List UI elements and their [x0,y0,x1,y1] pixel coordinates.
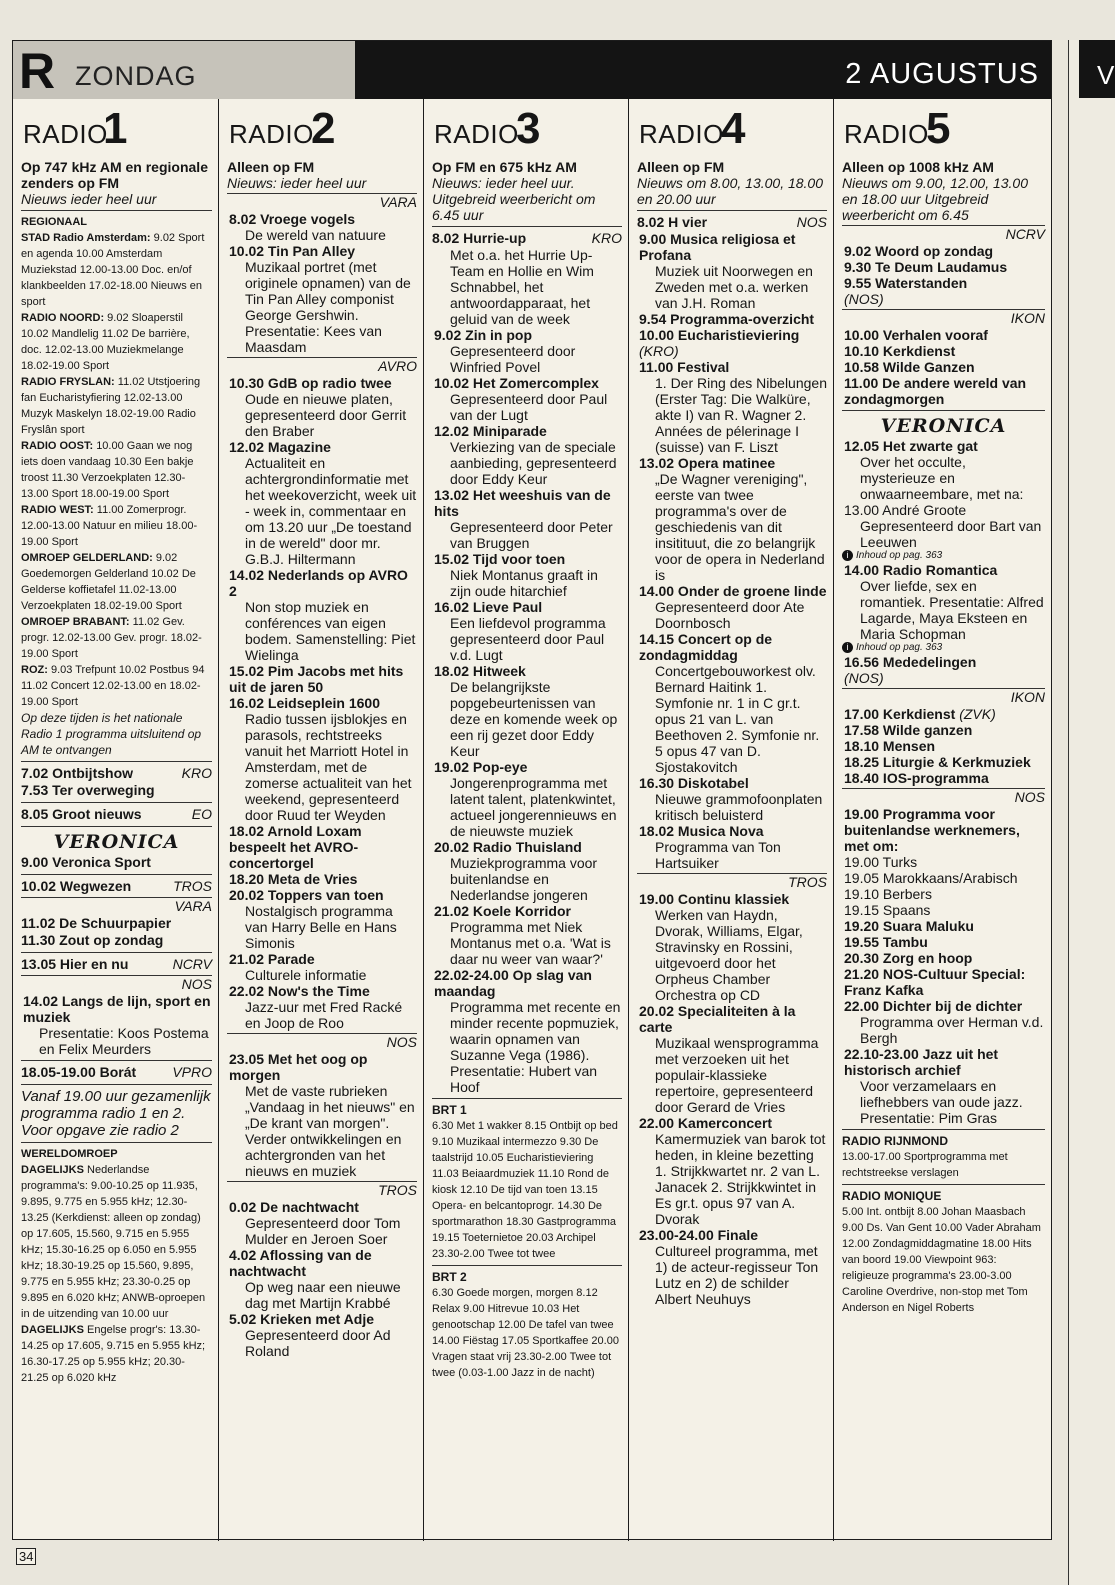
radio-1-heading: RADIO 1 [23,104,128,153]
program-item: 10.02 Tin Pan Alley [229,243,356,259]
program-description: Programma over Herman v.d. Bergh [860,1014,1044,1046]
program-item: 17.58 Wilde ganzen [844,722,973,738]
program-item: 4.02 Aflossing van de nachtwacht [229,1247,372,1279]
program-item: 19.10 Berbers [844,886,932,902]
broadcaster-label: NCRV [842,225,1045,243]
program-description: Muziekprogramma voor buitenlandse en Nederlandse jongeren [450,855,598,903]
program-description: Programma met recente en minder recente popmuziek, waarin opnamen van Suzanne Vega (1986). Presentatie: Hubert van Hoof [450,999,621,1095]
radio-3-column [423,99,628,1541]
program-item: 7.02 Ontbijtshow KRO [21,765,212,781]
divider [21,1084,212,1085]
station-columns [13,99,1051,1541]
program-item: 10.00 Eucharistieviering (KRO) [639,327,800,359]
program-item: 10.58 Wilde Ganzen [844,359,975,375]
program-description: Over het occulte, mysterieuze en onwaarneembare, met na: [860,454,1024,502]
program-item: 13.00 André Groote [844,502,967,518]
program-item: 19.55 Tambu [844,934,928,950]
regional-roz: ROZ: 9.03 Trefpunt 10.02 Postbus 94 11.02 Concert 12.02-13.00 en 18.02-19.00 Sport [21,664,205,708]
program-item: 10.02 Wegwezen TROS [21,878,212,894]
radio-number: 3 [516,104,541,153]
program-item: 21.02 Koele Korridor [434,903,571,919]
program-item: 18.02 Hitweek [434,663,526,679]
program-item: 0.02 De nachtwacht [229,1199,359,1215]
program-item: 5.02 Krieken met Adje [229,1311,374,1327]
program-item: 9.02 Zin in pop [434,327,533,343]
header-date-panel [355,41,1051,99]
broadcaster-label: NOS [21,975,212,993]
section-letter: R [19,43,56,99]
divider [21,874,212,875]
program-item: 8.05 Groot nieuws EO [21,806,212,822]
radio-2-column [218,99,423,1541]
rijnmond-listing: 13.00-17.00 Sportprogramma met rechtstreekse verslagen [842,1151,1008,1179]
program-item: 13.05 Hier en nu NCRV [21,956,212,972]
program-item: 19.02 Pop-eye [434,759,528,775]
regional-heading: REGIONAAL [21,216,87,228]
program-description: Concertgebouworkest olv. Bernard Haitink 1. Symfonie nr. 1 in C gr.t. opus 21 van L. van Beethoven 2. Symfonie nr. 5 opus 47 van D. Sjostakovitch [655,663,820,775]
program-description: Culturele informatie [245,967,367,983]
broadcaster-label: IKON [842,688,1045,706]
program-item: 11.00 De andere wereld van zondagmorgen [844,375,1027,407]
divider [432,226,622,227]
program-item: 13.02 Het weeshuis van de hits [434,487,611,519]
radio-number: 1 [103,104,128,153]
radio-3-intro: Op FM en 675 kHz AM Nieuws: ieder heel uur. Uitgebreid weerbericht om 6.45 uur [432,159,596,223]
regional-note: Op deze tijden is het nationale Radio 1 programma uitsluitend op AM te ontvangen [21,711,202,757]
divider [842,410,1045,411]
monique-listing: 5.00 Int. ontbijt 8.00 Johan Maasbach 9.00 Ds. Van Gent 10.00 Vader Abraham 12.00 Zondagmiddagmatine 18.00 Hits van boord 19.00 Viewpoint 963: religieuze programma's 23.00-3.00 Caroline Overdrive, non-stop met Tom Anderson en Nigel Roberts [842,1206,1041,1314]
radio-5-intro: Alleen op 1008 kHz AM Nieuws om 9.00, 12.00, 13.00 en 18.00 uur Uitgebreid weerbericht om 6.45 [842,159,1029,223]
program-item: 10.02 Het Zomercomplex [434,375,599,391]
radio-5-heading: RADIO 5 [844,104,951,153]
program-item: 20.02 Toppers van toen [229,887,384,903]
rijnmond-heading: RADIO RIJNMOND [842,1134,949,1148]
program-description: Met de vaste rubrieken „Vandaag in het nieuws" en „De krant van morgen". Verder ontwikkelingen en achtergronden van het nieuws en muziek [245,1083,415,1179]
program-description: Jongerenprogramma met latent talent, platenkwintet, actueel jongerennieuws en de nieuwste muziek [450,775,617,839]
shared-program-note: Vanaf 19.00 uur gezamenlijk programma radio 1 en 2. Voor opgave zie radio 2 [21,1088,211,1139]
radio-5-column [833,99,1051,1541]
listings-page [12,40,1052,1540]
program-description: Jazz-uur met Fred Racké en Joop de Roo [245,999,403,1031]
next-page-letter: V [1097,60,1115,90]
regional-stad: STAD Radio Amsterdam: 9.02 Sport en agenda 10.00 Amsterdam Muziekstad 12.00-13.00 Doc. en/of klankbeelden 17.02-18.00 Nieuws en sport [21,232,205,308]
program-description: Actualiteit en achtergrondinformatie met het weekoverzicht, week uit - week in, commentaar en om 13.20 uur „De toestand in de wereld" door mr. G.B.J. Hiltermann [245,455,417,567]
program-item: 14.02 Langs de lijn, sport en muziek [23,993,211,1025]
program-description: Muziek uit Noorwegen en Zweden met o.a. werken van J.H. Roman [655,263,813,311]
broadcaster-label: NOS [227,1033,417,1051]
program-item: 8.02 Hurrie-up KRO [432,230,622,246]
divider [21,802,212,803]
radio-2-heading: RADIO 2 [229,104,336,153]
program-item: 9.00 Musica religiosa et Profana [639,231,796,263]
brt2-heading: BRT 2 [432,1270,467,1284]
page-header [13,41,1051,99]
program-item: 9.55 Waterstanden (NOS) [844,275,968,307]
program-item: 18.40 IOS-programma [844,770,989,786]
program-item: 22.00 Dichter bij de dichter [844,998,1023,1014]
program-item: 19.00 Turks [844,854,918,870]
regional-noord: RADIO NOORD: 9.02 Sloaperstil 10.02 Mandlelig 11.02 De barrière, doc. 12.02-13.00 Muziekmelange 18.02-19.00 Sport [21,312,190,372]
program-description: Een liefdevol programma gepresenteerd door Paul v.d. Lugt [450,615,606,663]
radio-1-intro: Op 747 kHz AM en regionale zenders op FM Nieuws ieder heel uur [21,159,208,207]
program-description: Presentatie: Koos Postema en Felix Meurders [39,1025,209,1057]
broadcaster-label: VARA [227,193,417,211]
broadcaster-label: TROS [637,873,827,891]
radio-1-column [13,99,218,1541]
regional-west: RADIO WEST: 11.00 Zomerprogr. 12.00-13.00 Natuur en milieu 18.00-19.00 Sport [21,504,198,548]
program-item: 19.20 Suara Maluku [844,918,974,934]
program-item: 12.05 Het zwarte gat [844,438,978,454]
program-description: Verkiezing van de speciale aanbieding, gepresenteerd door Eddy Keur [450,439,617,487]
program-item: 12.02 Miniparade [434,423,547,439]
program-description: De belangrijkste popgebeurtenissen van deze en komende week op een rij gezet door Eddy Keur [450,679,618,759]
brt1-heading: BRT 1 [432,1103,467,1117]
program-item: 23.05 Met het oog op morgen [229,1051,368,1083]
wereldomroep-english: DAGELIJKS Engelse progr's: 13.30-14.25 op 17.605, 9.715 en 5.955 kHz; 16.30-17.25 op 5.955 kHz; 20.30-21.25 op 6.020 kHz [21,1324,206,1384]
broadcaster-label: AVRO [227,357,417,375]
program-description: Muzikaal wensprogramma met verzoeken uit het populair-klassieke repertoire, gepresenteerd door Gerard de Vries [655,1035,819,1115]
program-item: 18.05-19.00 Borát VPRO [21,1064,212,1080]
program-item: 19.05 Marokkaans/Arabisch [844,870,1018,886]
divider [432,1098,622,1099]
divider [21,761,212,762]
program-item: 19.00 Continu klassiek [639,891,790,907]
program-item: 16.02 Lieve Paul [434,599,543,615]
program-item: 14.00 Onder de groene linde [639,583,827,599]
page-reference: i Inhoud op pag. 363 [842,550,1045,562]
program-description: Gepresenteerd door Ate Doornbosch [655,599,805,631]
program-item: 19.15 Spaans [844,902,931,918]
veronica-logo: VERONICA [53,831,180,853]
program-description: Met o.a. het Hurrie Up-Team en Hollie en Wim Schnabbel, het antwoordapparaat, het geluid van de week [450,247,594,327]
program-item: 14.15 Concert op de zondagmiddag [639,631,773,663]
program-description: Kamermuziek van barok tot heden, in kleine bezetting 1. Strijkkwartet nr. 2 van L. Janacek 2. Strijkkwintet in Es gr.t. opus 97 van A. Dvorak [655,1131,826,1227]
radio-3-heading: RADIO 3 [434,104,541,153]
program-item: 16.56 Mededelingen (NOS) [844,654,977,686]
divider [21,952,212,953]
program-description: Nostalgisch programma van Harry Belle en Hans Simonis [245,903,397,951]
divider [21,1142,212,1143]
program-item: 17.00 Kerkdienst (ZVK) [844,706,996,722]
divider [21,210,212,211]
program-item: 11.00 Festival [639,359,730,375]
program-item: 20.30 Zorg en hoop [844,950,973,966]
divider [21,1060,212,1061]
broadcaster-label: NOS [842,788,1045,806]
program-description: Over liefde, sex en romantiek. Presentatie: Alfred Lagarde, Maya Eksteen en Maria Schopman [860,578,1044,642]
broadcaster-label: TROS [227,1181,417,1199]
program-item: 22.02-24.00 Op slag van maandag [434,967,592,999]
program-description: Muzikaal portret (met originele opnamen) van de Tin Pan Alley componist George Gershwin. Presentatie: Kees van Maasdam [245,259,411,355]
program-item: 21.02 Parade [229,951,315,967]
program-item: 18.20 Meta de Vries [229,871,358,887]
program-description: Niek Montanus graaft in zijn oude hitarchief [450,567,598,599]
divider [432,1265,622,1266]
radio-4-column [628,99,833,1541]
radio-number: 4 [721,104,746,153]
program-description: Programma van Ton Hartsuiker [655,839,781,871]
regional-gelderland: OMROEP GELDERLAND: 9.02 Goedemorgen Gelderland 10.02 De Gelderse koffietafel 11.02-13.00 Verzoekplaten 18.02-19.00 Sport [21,552,196,612]
regional-brabant: OMROEP BRABANT: 11.02 Gev. progr. 12.02-13.00 Gev. progr. 18.02-19.00 Sport [21,616,202,660]
wereldomroep-dutch: DAGELIJKS Nederlandse programma's: 9.00-10.25 op 11.935, 9.895, 9.775 en 5.955 kHz; 12.30-13.25 (Kerkdienst: alleen op zondag) op 17.605, 15.560, 9.715 en 5.955 kHz; 15.30-16.25 op 6.050 en 5.955 kHz; 18.30-19.25 op 15.560, 9.895, 9.775 en 5.955 kHz; 23.30-0.25 op 9.895 en 6.020 kHz; ANWB-oproepen in de uitzending van 10.00 uur [21,1164,206,1320]
next-page-edge [1068,40,1115,1585]
program-item: 19.00 Programma voor buitenlandse werknemers, met om: [844,806,1020,854]
radio-4-intro: Alleen op FM Nieuws om 8.00, 13.00, 18.00 en 20.00 uur [637,159,824,207]
divider [842,1184,1045,1185]
brt1-listing: 6.30 Met 1 wakker 8.15 Ontbijt op bed 9.10 Muzikaal intermezzo 9.30 De taalstrijd 10.05 Eucharistieviering 11.03 Beiaardmuziek 11.10 Rond de kiosk 12.10 De tijd van toen 13.15 Opera- en belcantoprogr. 14.30 De sportmarathon 18.30 Gastprogramma 19.15 Toeternietoe 20.03 Archipel 23.30-2.00 Twee tot twee [432,1120,618,1260]
program-description: Cultureel programma, met 1) de acteur-regisseur Ton Lutz en 2) de schilder Albert Neuhuys [655,1243,819,1307]
broadcaster-label: IKON [842,309,1045,327]
program-item: 10.30 GdB op radio twee [229,375,392,391]
program-item: 20.02 Specialiteiten à la carte [639,1003,796,1035]
program-item: 9.54 Programma-overzicht [639,311,815,327]
program-description: Nieuwe grammofoonplaten kritisch beluisterd [655,791,823,823]
program-item: 16.30 Diskotabel [639,775,749,791]
weekday-label: ZONDAG [75,61,197,91]
program-item: 14.00 Radio Romantica [844,562,998,578]
monique-heading: RADIO MONIQUE [842,1189,942,1203]
program-description: Gepresenteerd door Ad Roland [245,1327,391,1359]
program-item: 11.02 De Schuurpapier [21,915,172,931]
program-description: Voor verzamelaars en liefhebbers van oude jazz. Presentatie: Pim Gras [860,1078,1023,1126]
program-item: 22.02 Now's the Time [229,983,370,999]
program-item: 13.02 Opera matinee [639,455,776,471]
program-item: 8.02 H vier NOS [637,214,827,230]
program-description: Gepresenteerd door Tom Mulder en Jeroen Soer [245,1215,401,1247]
program-item: 12.02 Magazine [229,439,331,455]
program-description: Gepresenteerd door Peter van Bruggen [450,519,613,551]
program-item: 22.10-23.00 Jazz uit het historisch archief [844,1046,999,1078]
program-item: 9.02 Woord op zondag [844,243,994,259]
program-description: Non stop muziek en conférences van eigen bodem. Samenstelling: Piet Wielinga [245,599,416,663]
program-item: 20.02 Radio Thuisland [434,839,582,855]
wereldomroep-heading: WERELDOMROEP [21,1148,118,1160]
program-description: Oude en nieuwe platen, gepresenteerd door Gerrit den Braber [245,391,407,439]
program-item: 10.00 Verhalen vooraf [844,327,988,343]
program-description: Werken van Haydn, Dvorak, Williams, Elgar, Stravinsky en Rossini, uitgevoerd door het Orpheus Chamber Orchestra op CD [655,907,803,1003]
radio-number: 2 [311,104,336,153]
program-description: „De Wagner vereniging", eerste van twee programma's over de geschiedenis van dit insitituut, die zo belangrijk voor de opera in Nederland is [655,471,825,583]
next-page-header [1079,40,1115,98]
page-number: 34 [16,1548,36,1565]
radio-number: 5 [926,104,951,153]
program-item: 10.10 Kerkdienst [844,343,956,359]
radio-2-intro: Alleen op FM Nieuws: ieder heel uur [227,159,367,191]
regional-oost: RADIO OOST: 10.00 Gaan we nog iets doen vandaag 10.30 Een bakje troost 11.30 Verzoekplaten 12.30-13.00 Sport 18.00-19.00 Sport [21,440,194,500]
broadcaster-label: VARA [21,897,212,915]
info-icon: i [842,642,853,653]
program-item: 18.25 Liturgie & Kerkmuziek [844,754,1031,770]
page-reference: i Inhoud op pag. 363 [842,642,1045,654]
program-description: Radio tussen ijsblokjes en parasols, rechtstreeks vanuit het Marriott Hotel in Amsterdam, met de zomerse actualiteit van het weekend, gepresenteerd door Ruud ter Weyden [245,711,412,823]
header-day-panel [13,41,355,99]
program-item: 23.00-24.00 Finale [639,1227,759,1243]
program-item: 9.00 Veronica Sport [21,854,151,870]
program-description: Gepresenteerd door Paul van der Lugt [450,391,608,423]
program-item: 18.02 Musica Nova [639,823,764,839]
program-description: Programma met Niek Montanus met o.a. 'Wat is daar nu weer van waar?' [450,919,611,967]
program-item: 18.10 Mensen [844,738,936,754]
program-description: 1. Der Ring des Nibelungen (Erster Tag: Die Walküre, akte I) van R. Wagner 2. Années de pélerinage I (suisse) van F. Liszt [655,375,827,455]
program-item: 15.02 Pim Jacobs met hits uit de jaren 50 [229,663,404,695]
divider [637,210,827,211]
date-label: 2 AUGUSTUS [845,58,1039,90]
divider [842,1129,1045,1130]
program-item: 8.02 Vroege vogels [229,211,356,227]
program-item: 16.02 Leidseplein 1600 [229,695,380,711]
radio-4-heading: RADIO 4 [639,104,746,153]
program-item: 14.02 Nederlands op AVRO 2 [229,567,408,599]
info-icon: i [842,550,853,561]
program-item: 9.30 Te Deum Laudamus [844,259,1008,275]
program-item: 18.02 Arnold Loxam bespeelt het AVRO-concertorgel [229,823,362,871]
program-item: 11.30 Zout op zondag [21,932,164,948]
veronica-logo: VERONICA [880,415,1007,437]
program-item: 15.02 Tijd voor toen [434,551,566,567]
program-description: De wereld van natuure [245,227,386,243]
program-description: Gepresenteerd door Winfried Povel [450,343,576,375]
program-item: 21.20 NOS-Cultuur Special: Franz Kafka [844,966,1026,998]
program-description: Gepresenteerd door Bart van Leeuwen [860,518,1042,550]
program-description: Op weg naar een nieuwe dag met Martijn Krabbé [245,1279,401,1311]
regional-fryslan: RADIO FRYSLAN: 11.02 Utstjoering fan Eucharistyfiering 12.02-13.00 Muzyk Maskelyn 18.02-19.00 Radio Fryslân sport [21,376,201,436]
brt2-listing: 6.30 Goede morgen, morgen 8.12 Relax 9.00 Hitrevue 10.03 Het genootschap 12.00 De tafel van twee 14.00 Fiëstag 17.05 Sportkaffee 20.00 Vragen staat vrij 23.30-2.00 Twee tot twee (0.03-1.00 Jazz in de nacht) [432,1287,619,1379]
program-item: 7.53 Ter overweging [21,782,155,798]
program-item: 22.00 Kamerconcert [639,1115,773,1131]
divider [21,826,212,827]
